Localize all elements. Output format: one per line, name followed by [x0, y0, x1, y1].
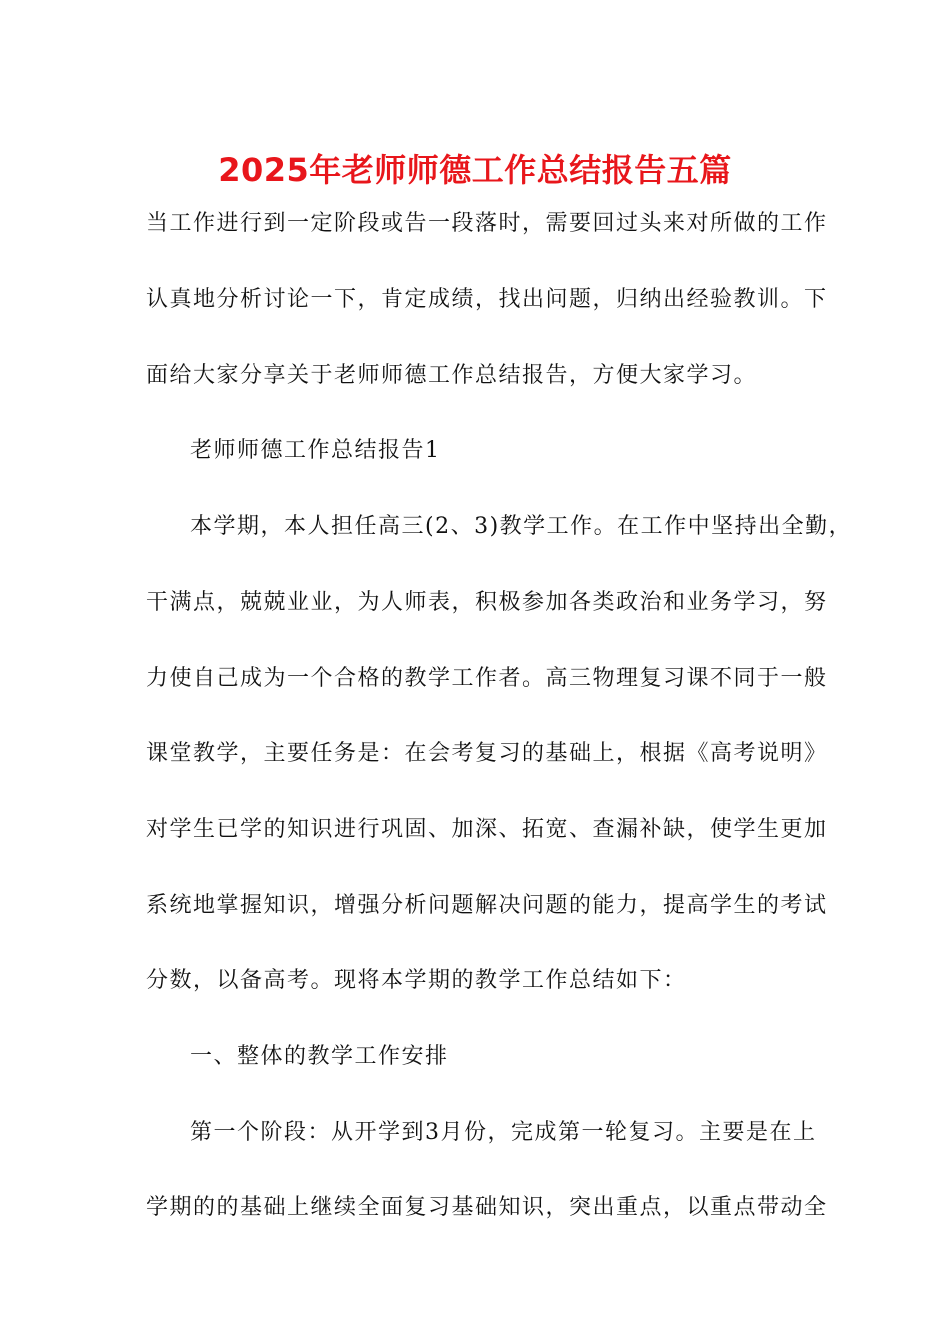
- paragraph-line: 干满点，兢兢业业，为人师表，积极参加各类政治和业务学习，努: [146, 590, 828, 615]
- paragraph-line: 本学期，本人担任高三(2、3)教学工作。在工作中坚持出全勤，: [190, 514, 853, 539]
- subsection-heading: 一、整体的教学工作安排: [190, 1044, 449, 1069]
- paragraph-line: 学期的的基础上继续全面复习基础知识，突出重点，以重点带动全: [146, 1195, 828, 1220]
- paragraph-line: 面给大家分享关于老师师德工作总结报告，方便大家学习。: [146, 363, 758, 388]
- paragraph-line: 当工作进行到一定阶段或告一段落时，需要回过头来对所做的工作: [146, 211, 828, 236]
- paragraph-line: 课堂教学，主要任务是：在会考复习的基础上，根据《高考说明》: [146, 741, 828, 766]
- paragraph-line: 系统地掌握知识，增强分析问题解决问题的能力，提高学生的考试: [146, 893, 828, 918]
- paragraph-line: 对学生已学的知识进行巩固、加深、拓宽、查漏补缺，使学生更加: [146, 817, 828, 842]
- paragraph-line: 分数，以备高考。现将本学期的教学工作总结如下：: [146, 968, 687, 993]
- paragraph-line: 第一个阶段：从开学到3月份，完成第一轮复习。主要是在上: [190, 1120, 817, 1145]
- paragraph-line: 认真地分析讨论一下，肯定成绩，找出问题，归纳出经验教训。下: [146, 287, 828, 312]
- document-title: 2025年老师师德工作总结报告五篇: [218, 151, 732, 189]
- section-heading: 老师师德工作总结报告1: [190, 438, 441, 463]
- paragraph-line: 力使自己成为一个合格的教学工作者。高三物理复习课不同于一般: [146, 666, 828, 691]
